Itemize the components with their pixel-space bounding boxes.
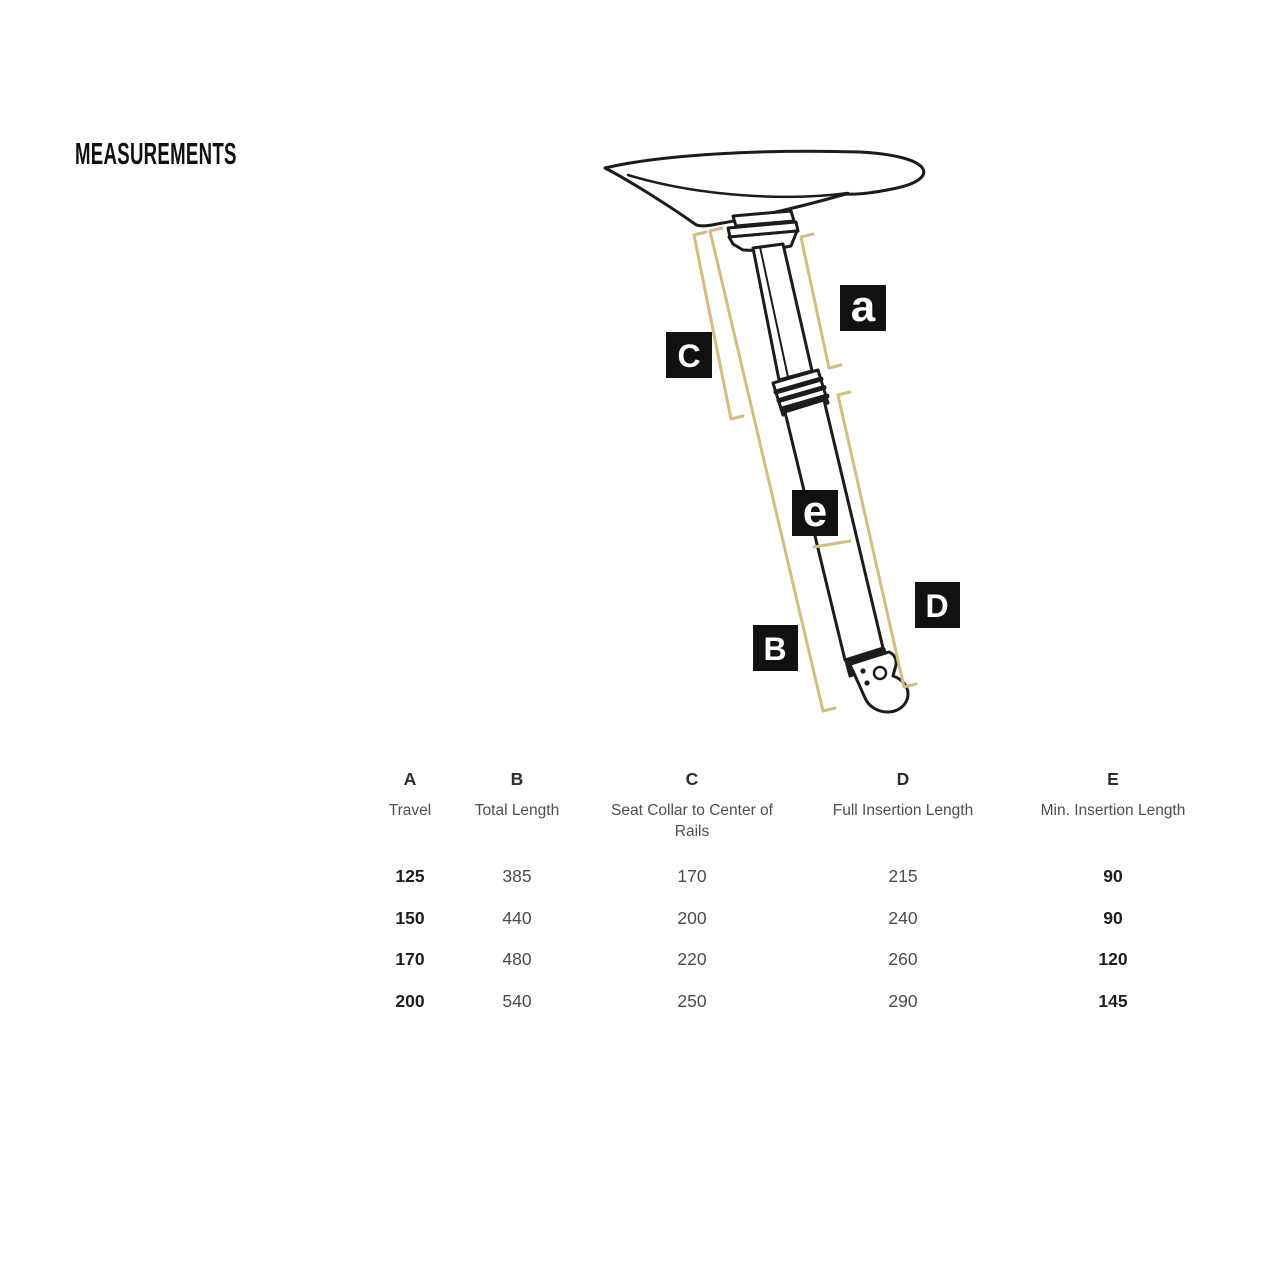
upper-post-tube xyxy=(753,244,812,380)
table-cell: 200 xyxy=(395,990,425,1011)
column-key: D xyxy=(896,769,910,789)
column-key: B xyxy=(510,769,524,789)
table-cell: 220 xyxy=(677,949,707,969)
table-column-d xyxy=(783,765,1023,1022)
table-cell: 260 xyxy=(888,949,918,969)
diagram-label-d xyxy=(915,582,960,628)
table-cell: 540 xyxy=(502,990,532,1011)
actuator-hole xyxy=(874,667,886,679)
table-column-e xyxy=(993,765,1233,1022)
measure-line-c xyxy=(694,232,743,419)
table-cell: 90 xyxy=(1103,907,1123,928)
svg-text:C: C xyxy=(677,338,701,374)
table-cell: 145 xyxy=(1098,990,1128,1011)
table-cell: 120 xyxy=(1098,949,1128,969)
column-label: Seat Collar to Center of Rails xyxy=(611,802,773,840)
svg-text:a: a xyxy=(850,282,876,331)
table-cell: 200 xyxy=(677,907,707,928)
actuator-bolt-dot-1 xyxy=(860,668,865,673)
diagram-label-b xyxy=(753,625,798,671)
table-cell: 215 xyxy=(888,866,918,886)
seatpost-illustration xyxy=(580,140,1000,750)
svg-text:e: e xyxy=(802,487,828,536)
table-cell: 480 xyxy=(502,949,532,969)
table-cell: 385 xyxy=(502,866,532,886)
table-cell: 250 xyxy=(677,990,707,1011)
seatpost-diagram xyxy=(580,140,1000,750)
table-cell: 170 xyxy=(677,866,707,886)
column-key: C xyxy=(685,769,699,789)
table-column-b xyxy=(437,765,597,1022)
table-column-c xyxy=(597,765,787,1022)
actuator-bolt-dot-2 xyxy=(864,680,869,685)
column-label: Full Insertion Length xyxy=(832,802,974,819)
table-cell: 170 xyxy=(395,949,425,969)
diagram-label-a xyxy=(840,282,886,331)
column-label: Min. Insertion Length xyxy=(1040,802,1186,819)
svg-text:D: D xyxy=(925,588,949,624)
table-cell: 290 xyxy=(888,990,918,1011)
table-cell: 240 xyxy=(888,907,918,928)
column-label: Travel xyxy=(388,802,432,819)
column-key: E xyxy=(1107,769,1119,789)
diagram-label-e xyxy=(792,487,838,536)
svg-text:B: B xyxy=(763,631,787,667)
table-cell: 150 xyxy=(395,907,425,928)
measurements-table xyxy=(0,765,1280,1035)
column-key: A xyxy=(403,769,417,789)
diagram-label-c xyxy=(666,332,712,378)
table-cell: 90 xyxy=(1103,866,1123,886)
table-cell: 125 xyxy=(395,866,425,886)
page-title: MEASUREMENTS xyxy=(75,136,237,171)
column-label: Total Length xyxy=(474,802,560,819)
table-cell: 440 xyxy=(502,907,532,928)
